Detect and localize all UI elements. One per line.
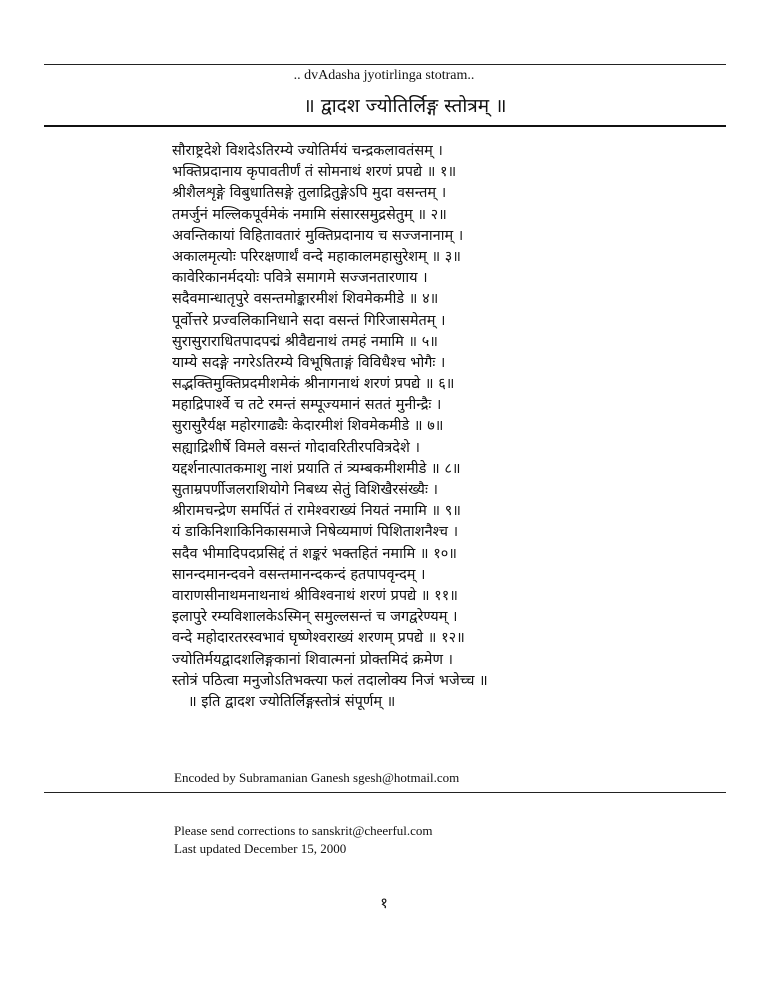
encoded-by-credit: Encoded by Subramanian Ganesh sgesh@hotmail.com	[174, 770, 460, 785]
closing-line: ॥ इति द्वादश ज्योतिर्लिङ्गस्तोत्रं संपूर्णम् ॥	[188, 693, 396, 710]
transliterated-title: .. dvAdasha jyotirlinga stotram..	[293, 68, 475, 83]
verse-line: तमर्जुनं मल्लिकपूर्वमेकं नमामि संसारसमुद्रसेतुम् ॥ २॥	[172, 206, 447, 223]
verse-line: सुताम्रपर्णीजलराशियोगे निबध्य सेतुं विशिखैरसंख्यैः ।	[172, 482, 438, 498]
verse-line: सौराष्ट्रदेशे विशदेऽतिरम्ये ज्योतिर्मयं चन्द्रकलावतंसम् ।	[172, 143, 443, 159]
stotram-verses	[172, 141, 732, 713]
verse-line: सानन्दमानन्दवने वसन्तमानन्दकन्दं हतपापवृन्दम् ।	[172, 566, 426, 583]
verse-line: श्रीशैलशृङ्गे विबुधातिसङ्गे तुलाद्रितुङ्गेऽपि मुदा वसन्तम् ।	[172, 185, 447, 202]
verse-line: सदैवमान्धातृपुरे वसन्तमोङ्कारमीशं शिवमेकमीडे ॥ ४॥	[172, 291, 439, 308]
verse-line: अकालमृत्योः परिरक्षणार्थं वन्दे महाकालमहासुरेशम् ॥ ३॥	[172, 248, 461, 265]
last-updated-note: Last updated December 15, 2000	[174, 841, 347, 856]
verse-line: वाराणसीनाथमनाथनाथं श्रीविश्वनाथं शरणं प्रपद्ये ॥ ११॥	[172, 587, 458, 604]
verse-line: सद्भक्तिमुक्तिप्रदमीशमेकं श्रीनागनाथं शरणं प्रपद्ये ॥ ६॥	[172, 376, 455, 393]
verse-line: भक्तिप्रदानाय कृपावतीर्णं तं सोमनाथं शरणं प्रपद्ये ॥ १॥	[172, 164, 457, 181]
verse-line: पूर्वोत्तरे प्रज्वलिकानिधाने सदा वसन्तं गिरिजासमेतम् ।	[172, 312, 446, 329]
verse-line: महाद्रिपार्श्वे च तटे रमन्तं सम्पूज्यमानं सततं मुनीन्द्रैः ।	[172, 397, 442, 414]
page-title: ॥ द्वादश ज्योतिर्लिङ्ग स्तोत्रम् ॥	[303, 95, 507, 117]
verse-line: स्तोत्रं पठित्वा मनुजोऽतिभक्त्या फलं तदालोक्य निजं भजेच्च ॥	[172, 672, 488, 689]
verse-line: इलापुरे रम्यविशालकेऽस्मिन् समुल्लसन्तं च जगद्वरेण्यम् ।	[172, 609, 458, 626]
verse-line: सदैव भीमादिपदप्रसिद्दं तं शङ्करं भक्तहितं नमामि ॥ १०॥	[172, 545, 457, 562]
verse-line: वन्दे महोदारतरस्वभावं घृष्णेश्वराख्यं शरणम् प्रपद्ये ॥ १२॥	[172, 630, 465, 647]
verse-line: यद्दर्शनात्पातकमाशु नाशं प्रयाति तं त्र्यम्बकमीशमीडे ॥ ८॥	[172, 460, 461, 477]
verse-line: याम्ये सदङ्गे नगरेऽतिरम्ये विभूषिताङ्गं विविधैश्च भोगैः ।	[172, 354, 446, 371]
corrections-note: Please send corrections to sanskrit@cheerful.com	[174, 823, 433, 838]
top-rule	[44, 64, 726, 65]
verse-line: ज्योतिर्मयद्वादशलिङ्गकानां शिवात्मनां प्रोक्तमिदं क्रमेण ।	[172, 651, 454, 668]
page-number: १	[380, 894, 388, 912]
verse-line: सुरासुरैर्यक्ष महोरगाढ्यैः केदारमीशं शिवमेकमीडे ॥ ७॥	[172, 418, 444, 435]
verse-line: सह्याद्रिशीर्षे विमले वसन्तं गोदावरितीरपवित्रदेशे ।	[172, 439, 420, 456]
verse-line: सुरासुराराधितपादपद्मं श्रीवैद्यनाथं तमहं नमामि ॥ ५॥	[172, 333, 438, 350]
title-rule	[44, 125, 726, 127]
footer-notes	[174, 822, 433, 858]
bottom-rule	[44, 792, 726, 793]
verse-line: श्रीरामचन्द्रेण समर्पितं तं रामेश्वराख्यं नियतं नमामि ॥ ९॥	[172, 503, 461, 520]
verse-line: यं डाकिनिशाकिनिकासमाजे निषेव्यमाणं पिशिताशनैश्च ।	[172, 524, 459, 541]
verse-line: अवन्तिकायां विहितावतारं मुक्तिप्रदानाय च सज्जनानाम् ।	[172, 227, 464, 244]
verse-line: कावेरिकानर्मदयोः पवित्रे समागमे सज्जनतारणाय ।	[172, 270, 428, 287]
